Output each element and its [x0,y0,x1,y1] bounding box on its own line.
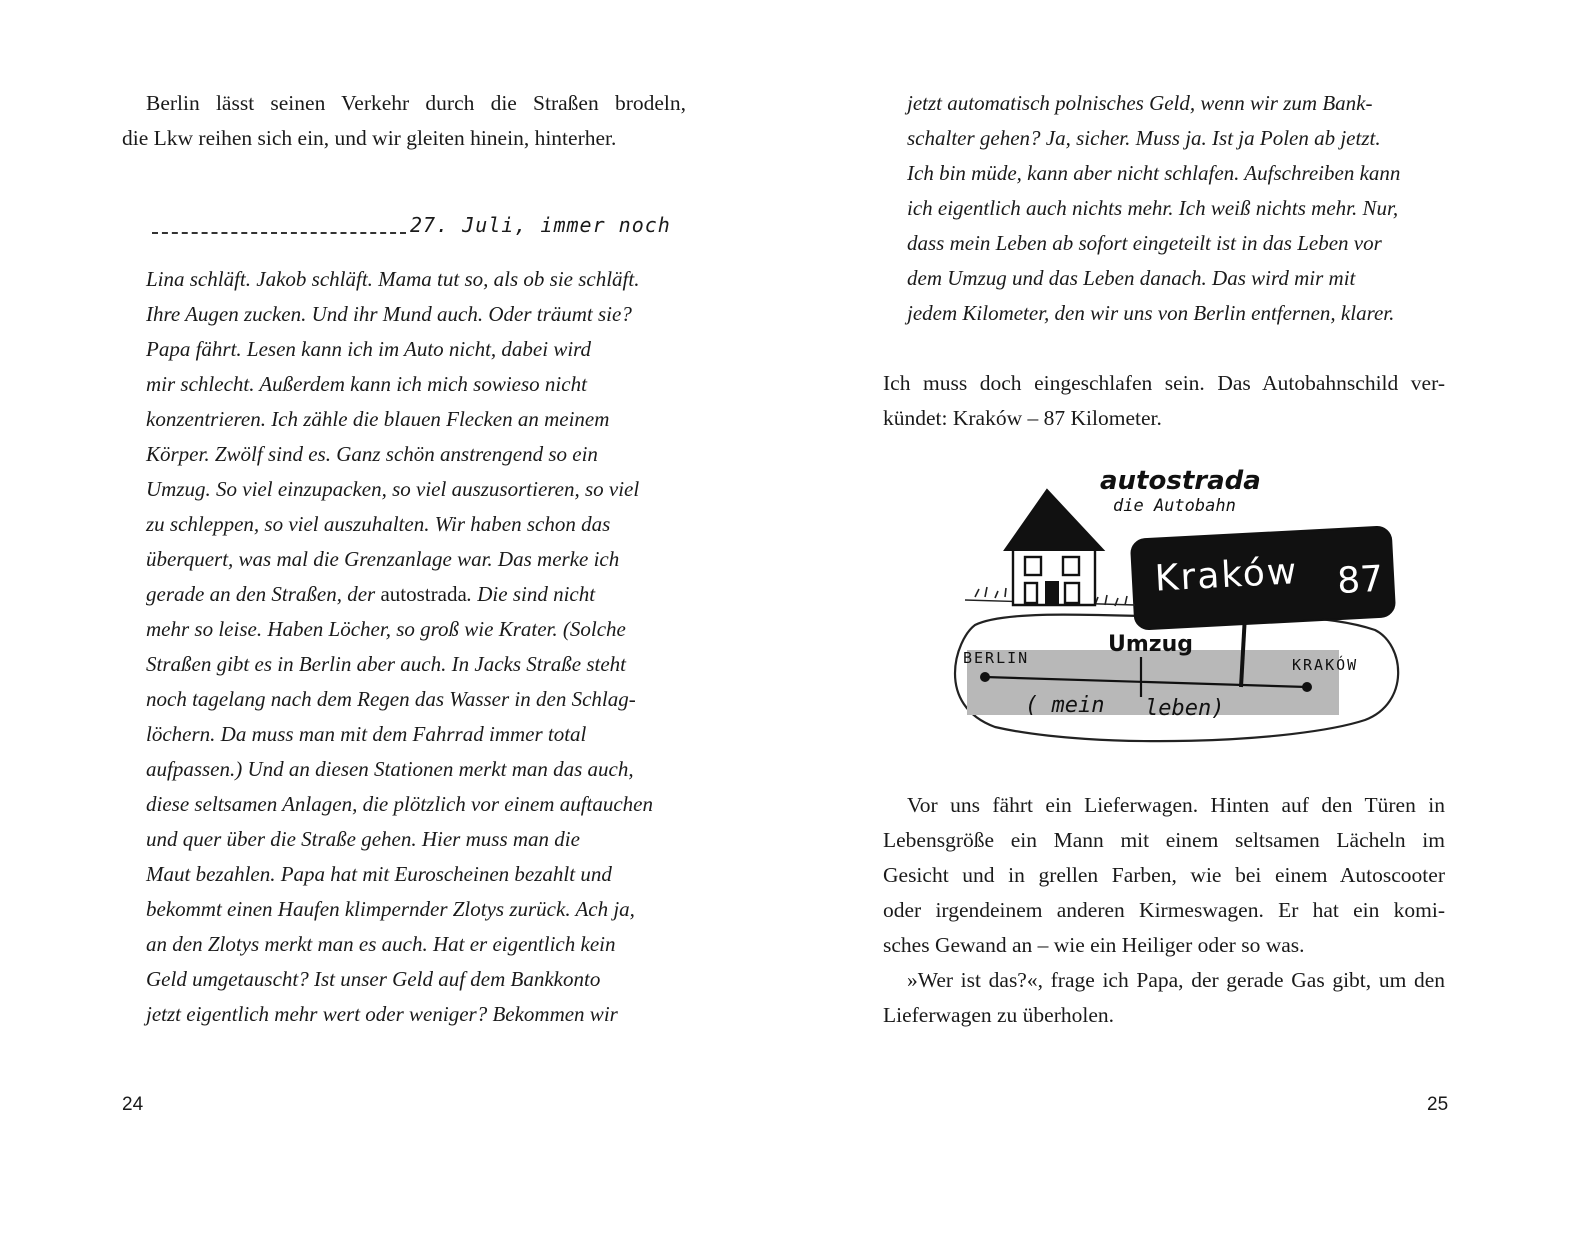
label-umzug: Umzug [1108,632,1194,657]
label-berlin: BERLIN [963,649,1030,667]
illustration-title: autostrada [1100,466,1261,496]
para2-line-2: Lebensgröße ein Mann mit einem seltsamen Lächeln im [883,828,1445,852]
diary-cont-line-6: dem Umzug und das Leben danach. Das wird mir mit [907,266,1356,290]
diary-line-15: aufpassen.) Und an diesen Stationen merkt man das auch, [146,757,634,781]
opening-line-1: Berlin lässt seinen Verkehr durch die Straßen brodeln, [146,91,686,115]
house-door [1045,581,1059,605]
diary-line-7: Umzug. So viel einzupacken, so viel auszusortieren, so viel [146,477,640,501]
berlin-dot [980,672,990,682]
diary-line-8: zu schleppen, so viel auszuhalten. Wir haben schon das [146,512,611,536]
diary-cont-line-7: jedem Kilometer, den wir uns von Berlin entfernen, klarer. [907,301,1395,325]
page-number-right: 25 [1427,1094,1449,1115]
autobahn-illustration [945,465,1415,750]
para2-line-4: oder irgendeinem anderen Kirmeswagen. Er hat ein komi- [883,898,1445,922]
para2-line-5: sches Gewand an – wie ein Heiliger oder so was. [883,933,1305,957]
diary-cont-line-4: ich eigentlich auch nichts mehr. Ich weiß nichts mehr. Nur, [907,196,1399,220]
label-krakow: KRAKÓW [1292,656,1359,674]
house-roof [1005,490,1103,550]
autostrada-word: autostrada [380,582,467,606]
diary-line-6: Körper. Zwölf sind es. Ganz schön anstrengend so ein [146,442,598,466]
diary-line-10-tail: . Die sind nicht [466,582,596,606]
illustration-subtitle: die Autobahn [1113,496,1236,516]
diary-line-5: konzentrieren. Ich zähle die blauen Flecken an meinem [146,407,610,431]
para2-line-1: Vor uns fährt ein Lieferwagen. Hinten auf den Türen in [907,793,1445,817]
opening-line-2: die Lkw reihen sich ein, und wir gleiten hinein, hinterher. [122,126,617,150]
diary-line-3: Papa fährt. Lesen kann ich im Auto nicht, dabei wird [146,337,592,361]
diary-line-1: Lina schläft. Jakob schläft. Mama tut so, als ob sie schläft. [146,267,640,291]
diary-line-17: und quer über die Straße gehen. Hier muss man die [146,827,580,851]
house-window-left [1025,557,1041,575]
para1-line-2: kündet: Kraków – 87 Kilometer. [883,406,1162,430]
diary-line-11: mehr so leise. Haben Löcher, so groß wie Krater. (Solche [146,617,626,641]
diary-line-22: jetzt eigentlich mehr wert oder weniger? Bekommen wir [146,1002,618,1026]
diary-cont-line-5: dass mein Leben ab sofort eingeteilt ist in das Leben vor [907,231,1382,255]
house-window-bottom-left [1025,583,1037,603]
label-leben: leben) [1145,696,1225,721]
diary-line-20: an den Zlotys merkt man es auch. Hat er eigentlich kein [146,932,616,956]
para3-line-2: Lieferwagen zu überholen. [883,1003,1115,1027]
sign-city: Kraków [1153,551,1300,600]
house-window-bottom-right [1065,583,1079,603]
diary-line-9: überquert, was mal die Grenzanlage war. Das merke ich [146,547,620,571]
diary-line-2: Ihre Augen zucken. Und ihr Mund auch. Oder träumt sie? [146,302,632,326]
diary-line-18: Maut bezahlen. Papa hat mit Euroscheinen bezahlt und [146,862,612,886]
page-number-left: 24 [122,1094,144,1115]
diary-line-12: Straßen gibt es in Berlin aber auch. In Jacks Straße steht [146,652,626,676]
diary-line-21: Geld umgetauscht? Ist unser Geld auf dem Bankkonto [146,967,601,991]
diary-line-13: noch tagelang nach dem Regen das Wasser in den Schlag- [146,687,636,711]
diary-line-4: mir schlecht. Außerdem kann ich mich sowieso nicht [146,372,587,396]
diary-line-10-head: gerade an den Straßen, der [146,582,381,606]
para3-line-1: »Wer ist das?«, frage ich Papa, der gerade Gas gibt, um den [907,968,1445,992]
house-window-right [1063,557,1079,575]
diary-line-14: löchern. Da muss man mit dem Fahrrad immer total [146,722,587,746]
diary-cont-line-1: jetzt automatisch polnisches Geld, wenn wir zum Bank- [907,91,1373,115]
diary-line-10 [146,577,595,612]
diary-cont-line-3: Ich bin müde, kann aber nicht schlafen. Aufschreiben kann [907,161,1401,185]
para1-line-1: Ich muss doch eingeschlafen sein. Das Autobahnschild ver- [883,371,1445,395]
diary-date: 27. Juli, immer noch [410,213,671,237]
diary-line-16: diese seltsamen Anlagen, die plötzlich vor einem auftauchen [146,792,654,816]
krakow-dot [1302,682,1312,692]
diary-cont-line-2: schalter gehen? Ja, sicher. Muss ja. Ist ja Polen ab jetzt. [907,126,1381,150]
label-mein: ( mein [1025,693,1105,718]
diary-line-19: bekommt einen Haufen klimpernder Zlotys zurück. Ach ja, [146,897,635,921]
para2-line-3: Gesicht und in grellen Farben, wie bei einem Autoscooter [883,863,1445,887]
diary-dash-rule [152,232,406,234]
sign-distance: 87 [1336,558,1385,603]
